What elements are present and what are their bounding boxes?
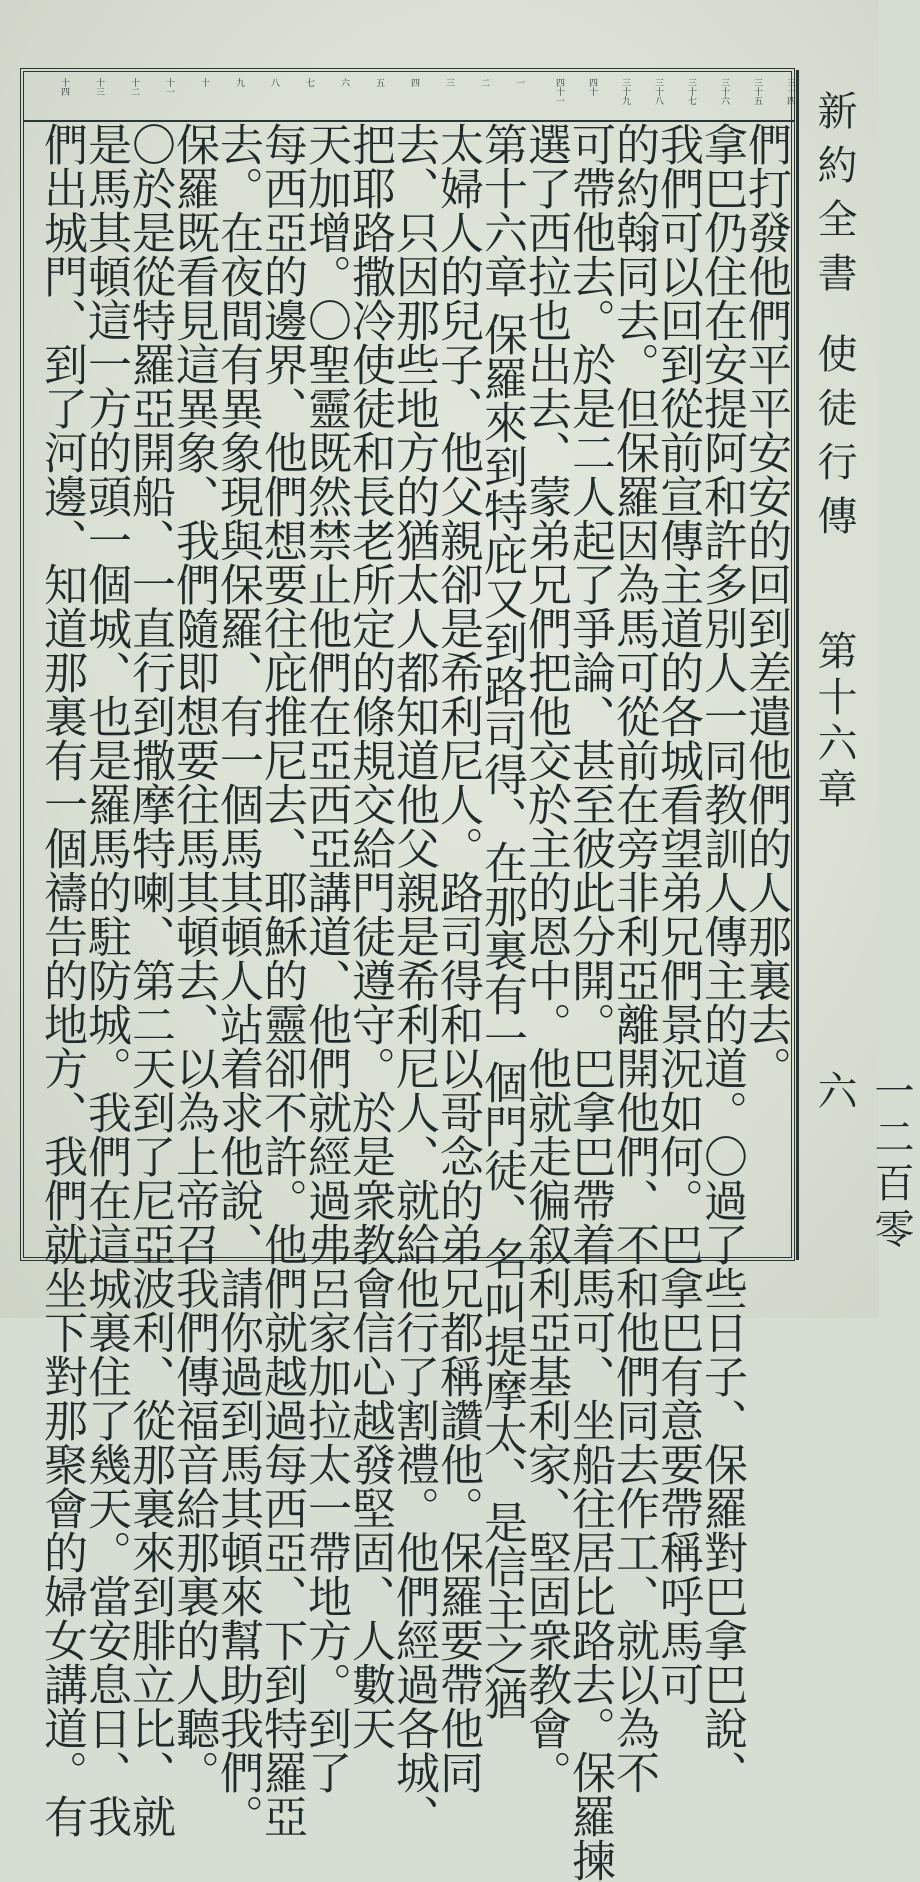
text-column: 我們可以回到從前宣傳主道的各城看望弟兄們景況如何。巴拿巴有意要帶稱呼馬可 — [652, 122, 703, 1706]
text-column: 們打發他們平平安安的回到差遣他們的人那裏去。 — [740, 122, 791, 1090]
verse-number: 三十五 — [752, 78, 762, 105]
verse-number: 十三 — [94, 78, 104, 96]
text-column: 保羅既看見這異象、我們隨即想要往馬其頓去、以為上帝召我們傳福音給那裏的人聽。 — [168, 122, 219, 1794]
verse-number: 三十六 — [719, 78, 729, 105]
text-column: 把耶路撒冷使徒和長老所定的條規交給門徒遵守。於是衆教會信心越發堅固、人數天 — [344, 122, 395, 1750]
running-header — [798, 70, 914, 1270]
text-column: 是馬其頓這一方的頭一個城、也是羅馬的駐防城。我們在這城裏住了幾天。當安息日、我 — [80, 122, 131, 1838]
text-column: 太婦人的兒子、他父親卻是希利尼人。路司得和以哥念的弟兄都稱讚他。保羅要帶他同 — [432, 122, 483, 1794]
verse-number: 九 — [234, 78, 244, 87]
text-column: 去。在夜間有異象現與保羅、有一個馬其頓人站着求他說、請你過到馬其頓來幫助我們。 — [212, 122, 263, 1838]
chapter-label: 第十六章 — [811, 630, 857, 814]
text-column: 可帶他去。於是二人起了爭論、甚至彼此分開。巴拿巴帶着馬可、坐船往居比路去。保羅揀 — [564, 122, 615, 1882]
verse-number: 十四 — [59, 78, 69, 96]
text-column: 天加增。〇聖靈既然禁止他們在亞西亞講道、他們就經過弗呂家加拉太一帶地方。到了 — [300, 122, 351, 1794]
text-column: 〇於是從特羅亞開船、一直行到撒摩特喇、第二天到了尼亞波利、從那裏來到腓立比、就 — [124, 122, 175, 1838]
text-column: 選了西拉也出去、蒙弟兄們把他交於主的恩中。他就走徧叙利亞基利家、堅固衆教會。 — [520, 122, 571, 1794]
verse-number: 三十八 — [653, 78, 663, 105]
verse-number: 三十七 — [686, 78, 696, 105]
verse-number: 五 — [374, 78, 384, 87]
verse-number: 一 — [514, 78, 524, 87]
verse-number: 二 — [479, 78, 489, 87]
verse-number: 七 — [304, 78, 314, 87]
text-column: 們出城門、到了河邊、知道那裏有一個禱告的地方、我們就坐下對那聚會的婦女講道。有 — [36, 122, 87, 1838]
text-body — [24, 122, 795, 1882]
page-number: 一二百零六 — [811, 1070, 914, 1254]
verse-number: 四 — [409, 78, 419, 87]
verse-number: 十一 — [164, 78, 174, 96]
verse-number-row — [24, 74, 795, 122]
verse-number: 六 — [339, 78, 349, 87]
text-column: 第十六章 保羅來到特庇又到路司得、在那裏有一個門徒、名叫提摩太、是信主之猶 — [476, 122, 527, 1720]
verse-number: 三十九 — [620, 78, 630, 105]
verse-number: 十二 — [129, 78, 139, 96]
verse-number: 十 — [199, 78, 209, 87]
verse-number: 三十四 — [785, 78, 795, 105]
text-column: 拿巴仍住在安提阿和許多別人一同教訓人傳主的道。〇過了些日子、保羅對巴拿巴說、 — [696, 122, 747, 1794]
text-column: 去、只因那些地方的猶太人都知道他父親是希利尼人、就給他行了割禮。他們經過各城、 — [388, 122, 439, 1838]
verse-number: 四十一 — [554, 78, 564, 105]
verse-number: 三 — [444, 78, 454, 87]
book-title: 新約全書 使徒行傳 — [811, 90, 857, 549]
text-column: 每西亞的邊界、他們想要往庇推尼去、耶穌的靈卻不許。他們就越過每西亞、下到特羅亞 — [256, 122, 307, 1838]
verse-number: 八 — [269, 78, 279, 87]
verse-number: 四十 — [587, 78, 597, 96]
text-column: 的約翰同去。但保羅因為馬可從前在旁非利亞離開他們、不和他們同去作工、就以為不 — [608, 122, 659, 1794]
